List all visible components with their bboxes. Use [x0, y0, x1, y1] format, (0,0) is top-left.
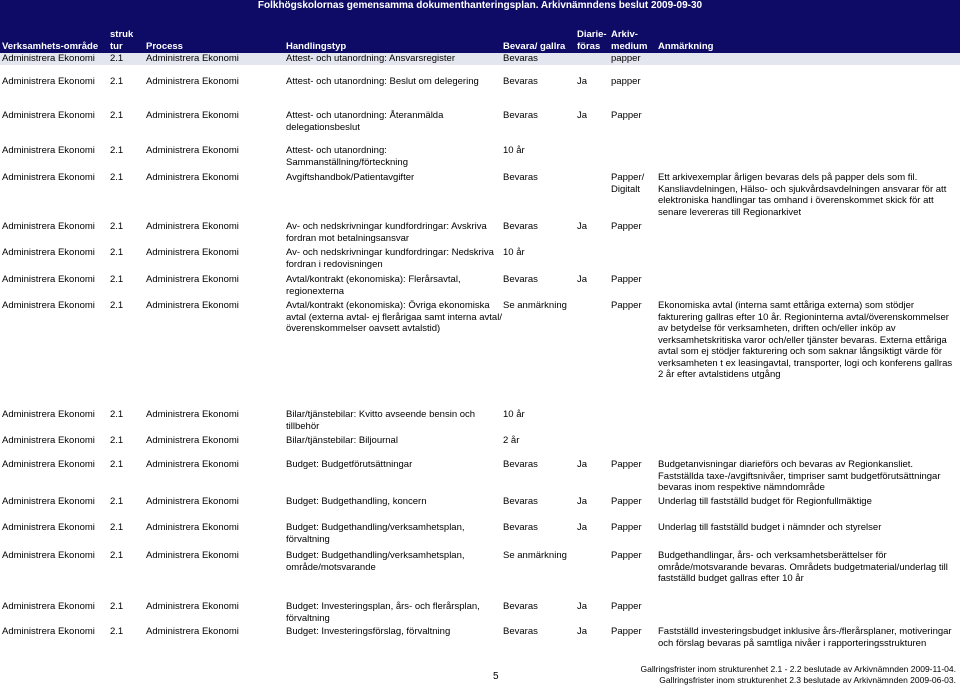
cell-anmarkning: Ekonomiska avtal (interna samt ettåriga externa) som stödjer fakturering gallras efter 10 år. Regioninterna avtal/överenskommelser av betydelse för verksamheten, driften och/eller inköp av verksamhetskritiska varor och/eller tjänster bevaras. Externa ettåriga avtal som ej stödjer fakturering och som saknar långsiktigt värde för verksamheten t ex leasingavtal, transporter, logi och konferens gallras 2 år efter avtalstidens utgång: [658, 300, 953, 380]
header-handlingstyp: Handlingstyp: [286, 41, 347, 52]
cell-area: Administrera Ekonomi: [2, 247, 95, 258]
cell-area: Administrera Ekonomi: [2, 496, 95, 507]
cell-anmarkning: Underlag till fastställd budget för Regionfullmäktige: [658, 496, 872, 507]
cell-bevara: Bevaras: [503, 459, 538, 470]
cell-diarieforas: Ja: [577, 221, 588, 232]
cell-area: Administrera Ekonomi: [2, 435, 95, 446]
cell-struktur: 2.1: [110, 145, 124, 156]
cell-process: Administrera Ekonomi: [146, 496, 239, 507]
cell-diarieforas: Ja: [577, 601, 588, 612]
cell-struktur: 2.1: [110, 409, 124, 420]
cell-area: Administrera Ekonomi: [2, 459, 95, 470]
cell-bevara: 10 år: [503, 409, 525, 420]
header-diarie-line1: Diarie-: [577, 29, 607, 40]
cell-handlingstyp: Avgiftshandbok/Patientavgifter: [286, 172, 415, 183]
cell-struktur: 2.1: [110, 300, 124, 311]
cell-diarieforas: Ja: [577, 522, 588, 533]
table-row: [0, 496, 960, 508]
table-row: [0, 409, 960, 433]
cell-area: Administrera Ekonomi: [2, 172, 95, 183]
cell-process: Administrera Ekonomi: [146, 601, 239, 612]
table-row: [0, 601, 960, 625]
cell-anmarkning: Budgethandlingar, års- och verksamhetsberättelser för område/motsvarande bevaras. Områdets budgetmaterial/underlag till fastställd budget gallras efter 10 år: [658, 550, 948, 584]
cell-struktur: 2.1: [110, 221, 124, 232]
cell-process: Administrera Ekonomi: [146, 550, 239, 561]
cell-struktur: 2.1: [110, 522, 124, 533]
cell-process: Administrera Ekonomi: [146, 53, 239, 64]
cell-bevara: Bevaras: [503, 53, 538, 64]
cell-area: Administrera Ekonomi: [2, 145, 95, 156]
header-bevara: Bevara/ gallra: [503, 41, 566, 52]
cell-area: Administrera Ekonomi: [2, 550, 95, 561]
cell-handlingstyp: Avtal/kontrakt (ekonomiska): Flerårsavtal, regionexterna: [286, 274, 461, 297]
table-header: [0, 0, 960, 54]
cell-bevara: Bevaras: [503, 496, 538, 507]
table-row: [0, 300, 960, 408]
cell-bevara: Bevaras: [503, 221, 538, 232]
cell-process: Administrera Ekonomi: [146, 76, 239, 87]
cell-handlingstyp: Bilar/tjänstebilar: Biljournal: [286, 435, 398, 446]
cell-struktur: 2.1: [110, 247, 124, 258]
cell-handlingstyp: Attest- och utanordning: Återanmälda delegationsbeslut: [286, 110, 444, 133]
cell-area: Administrera Ekonomi: [2, 76, 95, 87]
cell-area: Administrera Ekonomi: [2, 409, 95, 420]
cell-anmarkning: Budgetanvisningar diarieförs och bevaras av Regionkansliet. Fastställda taxe-/avgiftsnivåer, timpriser samt budgetförutsättningar bevaras inom respektive nämndområde: [658, 459, 941, 493]
cell-arkivmedium: Papper: [611, 522, 642, 533]
cell-handlingstyp: Attest- och utanordning: Beslut om delegering: [286, 76, 479, 87]
cell-bevara: Se anmärkning: [503, 550, 567, 561]
cell-struktur: 2.1: [110, 110, 124, 121]
cell-arkivmedium: Papper: [611, 221, 642, 232]
cell-bevara: Bevaras: [503, 110, 538, 121]
table-row: [0, 274, 960, 300]
cell-arkivmedium: Papper: [611, 459, 642, 470]
cell-handlingstyp: Bilar/tjänstebilar: Kvitto avseende bensin och tillbehör: [286, 409, 476, 432]
cell-arkivmedium: Papper: [611, 110, 642, 121]
header-anmarkning: Anmärkning: [658, 41, 714, 52]
cell-bevara: 10 år: [503, 145, 525, 156]
header-arkivmedium-line2: medium: [611, 41, 648, 52]
cell-area: Administrera Ekonomi: [2, 274, 95, 285]
cell-process: Administrera Ekonomi: [146, 221, 239, 232]
header-arkivmedium-line1: Arkiv-: [611, 29, 638, 40]
cell-handlingstyp: Av- och nedskrivningar kundfordringar: Nedskriva fordran i redovisningen: [286, 247, 494, 270]
cell-process: Administrera Ekonomi: [146, 110, 239, 121]
cell-bevara: Bevaras: [503, 76, 538, 87]
cell-struktur: 2.1: [110, 601, 124, 612]
cell-arkivmedium: Papper: [611, 550, 642, 561]
header-process: Process: [146, 41, 183, 52]
table-row: [0, 459, 960, 493]
cell-area: Administrera Ekonomi: [2, 522, 95, 533]
cell-bevara: 10 år: [503, 247, 525, 258]
document-title: Folkhögskolornas gemensamma dokumenthanteringsplan. Arkivnämndens beslut 2009-09-30: [257, 0, 703, 11]
cell-bevara: Bevaras: [503, 601, 538, 612]
cell-handlingstyp: Budget: Budgetförutsättningar: [286, 459, 413, 470]
table-row: [0, 76, 960, 88]
cell-handlingstyp: Budget: Budgethandling/verksamhetsplan, förvaltning: [286, 522, 465, 545]
cell-arkivmedium: papper: [611, 76, 641, 87]
cell-struktur: 2.1: [110, 172, 124, 183]
cell-anmarkning: Underlag till fastställd budget i nämnder och styrelser: [658, 522, 882, 533]
cell-bevara: Bevaras: [503, 274, 538, 285]
cell-struktur: 2.1: [110, 53, 124, 64]
cell-diarieforas: Ja: [577, 274, 588, 285]
cell-struktur: 2.1: [110, 626, 124, 637]
header-struktur-line2: tur: [110, 41, 123, 52]
cell-diarieforas: Ja: [577, 626, 588, 637]
cell-anmarkning: Ett arkivexemplar årligen bevaras dels på papper dels som fil. Kansliavdelningen, Hälso- och sjukvårdsavdelningen ansvarar för att elektroniska handlingar tas omhand i överenskommet skick för att senare levereras till Regionarkivet: [658, 172, 947, 218]
cell-process: Administrera Ekonomi: [146, 247, 239, 258]
cell-bevara: 2 år: [503, 435, 520, 446]
cell-bevara: Bevaras: [503, 172, 538, 183]
cell-struktur: 2.1: [110, 435, 124, 446]
cell-handlingstyp: Budget: Budgethandling, koncern: [286, 496, 427, 507]
cell-process: Administrera Ekonomi: [146, 522, 239, 533]
cell-arkivmedium: Papper/ Digitalt: [611, 172, 645, 195]
cell-process: Administrera Ekonomi: [146, 172, 239, 183]
cell-handlingstyp: Budget: Investeringsförslag, förvaltning: [286, 626, 451, 637]
cell-process: Administrera Ekonomi: [146, 435, 239, 446]
cell-handlingstyp: Budget: Budgethandling/verksamhetsplan, område/motsvarande: [286, 550, 465, 573]
cell-diarieforas: Ja: [577, 459, 588, 470]
cell-area: Administrera Ekonomi: [2, 300, 95, 311]
cell-area: Administrera Ekonomi: [2, 626, 95, 637]
cell-area: Administrera Ekonomi: [2, 601, 95, 612]
cell-arkivmedium: Papper: [611, 300, 642, 311]
header-struktur-line1: struk: [110, 29, 134, 40]
cell-handlingstyp: Av- och nedskrivningar kundfordringar: Avskriva fordran mot betalningsansvar: [286, 221, 487, 244]
cell-process: Administrera Ekonomi: [146, 409, 239, 420]
cell-area: Administrera Ekonomi: [2, 221, 95, 232]
cell-diarieforas: Ja: [577, 496, 588, 507]
footer-line-2: Gallringsfrister inom strukturenhet 2.3 beslutade av Arkivnämnden 2009-06-03.: [659, 675, 956, 685]
cell-process: Administrera Ekonomi: [146, 459, 239, 470]
cell-area: Administrera Ekonomi: [2, 110, 95, 121]
cell-bevara: Bevaras: [503, 522, 538, 533]
cell-struktur: 2.1: [110, 550, 124, 561]
table-row: [0, 522, 960, 546]
table-row: [0, 550, 960, 598]
cell-process: Administrera Ekonomi: [146, 145, 239, 156]
cell-area: Administrera Ekonomi: [2, 53, 95, 64]
cell-struktur: 2.1: [110, 459, 124, 470]
cell-process: Administrera Ekonomi: [146, 626, 239, 637]
table-row: [0, 110, 960, 133]
cell-arkivmedium: papper: [611, 53, 641, 64]
footer-line-1: Gallringsfrister inom strukturenhet 2.1 - 2.2 beslutade av Arkivnämnden 2009-11-04.: [640, 664, 956, 674]
cell-anmarkning: Fastställd investeringsbudget inklusive års-/flerårsplaner, motiveringar och förslag bevaras på samtliga nivåer i rapporteringsstrukturen: [658, 626, 952, 649]
table-row: [0, 221, 960, 247]
cell-arkivmedium: Papper: [611, 626, 642, 637]
cell-diarieforas: Ja: [577, 110, 588, 121]
page-number: 5: [493, 671, 499, 682]
cell-struktur: 2.1: [110, 496, 124, 507]
header-verksamhetsomrade: Verksamhets-område: [2, 41, 99, 52]
cell-handlingstyp: Budget: Investeringsplan, års- och flerårsplan, förvaltning: [286, 601, 480, 624]
cell-arkivmedium: Papper: [611, 601, 642, 612]
table-row: [0, 247, 960, 273]
cell-bevara: Se anmärkning: [503, 300, 567, 311]
cell-handlingstyp: Attest- och utanordning: Sammanställning/förteckning: [286, 145, 408, 168]
table-row: [0, 53, 960, 65]
table-row: [0, 435, 960, 447]
cell-process: Administrera Ekonomi: [146, 300, 239, 311]
cell-bevara: Bevaras: [503, 626, 538, 637]
cell-handlingstyp: Avtal/kontrakt (ekonomiska): Övriga ekonomiska avtal (externa avtal- ej flerårigaa samt interna avtal/överenskommelser oavsett avtalstid): [286, 300, 502, 334]
cell-process: Administrera Ekonomi: [146, 274, 239, 285]
cell-struktur: 2.1: [110, 274, 124, 285]
header-diarie-line2: föras: [577, 41, 601, 52]
cell-arkivmedium: Papper: [611, 496, 642, 507]
table-row: [0, 172, 960, 218]
cell-arkivmedium: Papper: [611, 274, 642, 285]
cell-handlingstyp: Attest- och utanordning: Ansvarsregister: [286, 53, 455, 64]
cell-struktur: 2.1: [110, 76, 124, 87]
cell-diarieforas: Ja: [577, 76, 588, 87]
table-row: [0, 145, 960, 173]
